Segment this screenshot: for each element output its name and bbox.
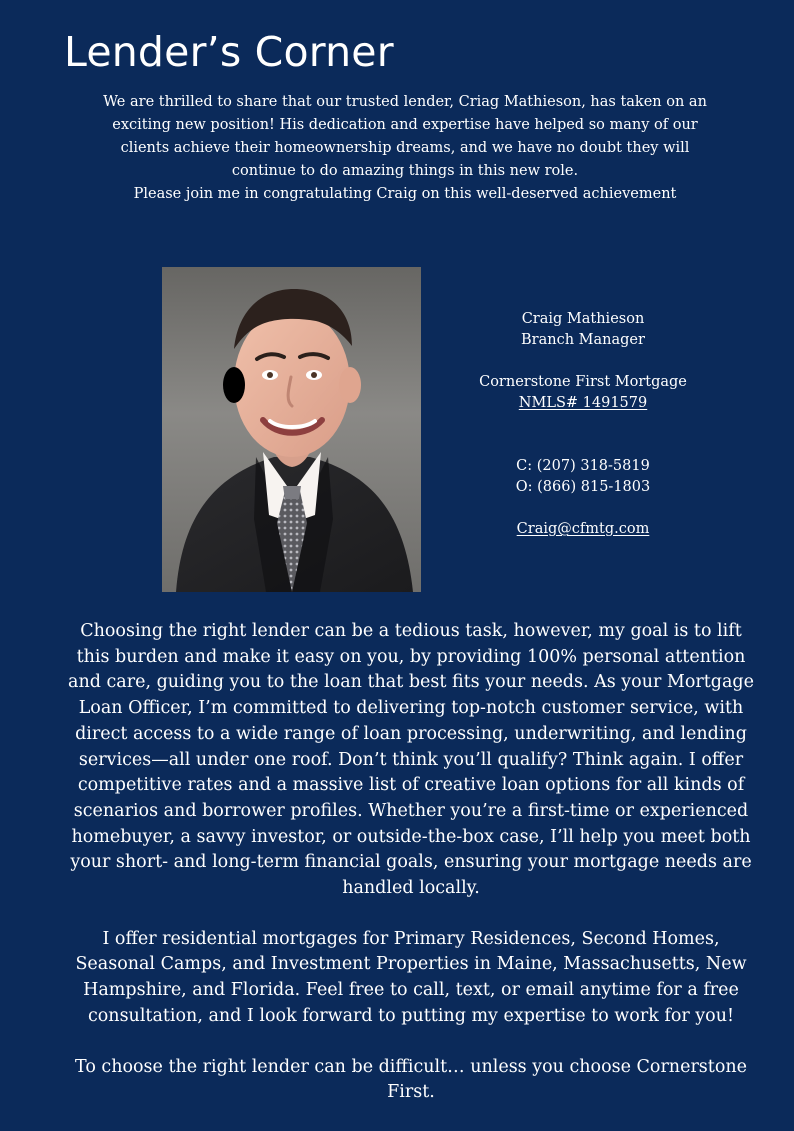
- content-paragraph-3: To choose the right lender can be difficult… unless you choose Cornerstone First.: [75, 1056, 747, 1103]
- tie-knot: [283, 486, 301, 499]
- portrait-illustration: [162, 267, 421, 592]
- contact-position: Branch Manager: [521, 332, 645, 348]
- left-pupil: [267, 372, 273, 378]
- main-content: [64, 619, 758, 1131]
- intro-congratulations: Please join me in congratulating Craig on this well-deserved achievement: [133, 186, 677, 202]
- left-ear: [223, 367, 245, 403]
- right-pupil: [311, 372, 317, 378]
- intro-paragraph: We are thrilled to share that our trusted lender, Criag Mathieson, has taken on an exciting new position! His dedication and expertise have helped so many of our clients achieve their homeownership dreams, and we have no doubt they will continue to do amazing things in this new role.: [103, 94, 707, 179]
- contact-spacer-large: [468, 414, 698, 456]
- intro-section: [92, 91, 718, 206]
- contact-spacer: [468, 351, 698, 372]
- contact-name: Craig Mathieson: [521, 311, 645, 327]
- cell-phone: C: (207) 318-5819: [516, 458, 650, 474]
- email-link[interactable]: Craig@cfmtg.com: [516, 521, 650, 537]
- contact-card: [468, 309, 698, 540]
- contact-spacer-small: [468, 498, 698, 519]
- nmls-link[interactable]: NMLS# 1491579: [518, 395, 648, 411]
- page-title: Lender’s Corner: [64, 28, 394, 76]
- right-ear: [339, 367, 361, 403]
- content-paragraph-2: I offer residential mortgages for Primary Residences, Second Homes, Seasonal Camps, and Investment Properties in Maine, Massachusetts, New Hampshire, and Florida. Feel free to call, text, or email anytime for a free consultation, and I look forward to putting my expertise to work for you!: [75, 928, 747, 1026]
- contact-company: Cornerstone First Mortgage: [479, 374, 687, 390]
- content-paragraph-1: Choosing the right lender can be a tedious task, however, my goal is to lift this burden and make it easy on you, by providing 100% personal attention and care, guiding you to the loan that best fits your needs. As your Mortgage Loan Officer, I’m committed to delivering top-notch customer service, with direct access to a wide range of loan processing, underwriting, and lending services—all under one roof. Don’t think you’ll qualify? Think again. I offer competitive rates and a massive list of creative loan options for all kinds of scenarios and borrower profiles. Whether you’re a first-time or experienced homebuyer, a savvy investor, or outside-the-box case, I’ll help you meet both your short- and long-term financial goals, ensuring your mortgage needs are handled locally.: [68, 621, 754, 899]
- profile-photo: [162, 267, 421, 592]
- office-phone: O: (866) 815-1803: [515, 479, 651, 495]
